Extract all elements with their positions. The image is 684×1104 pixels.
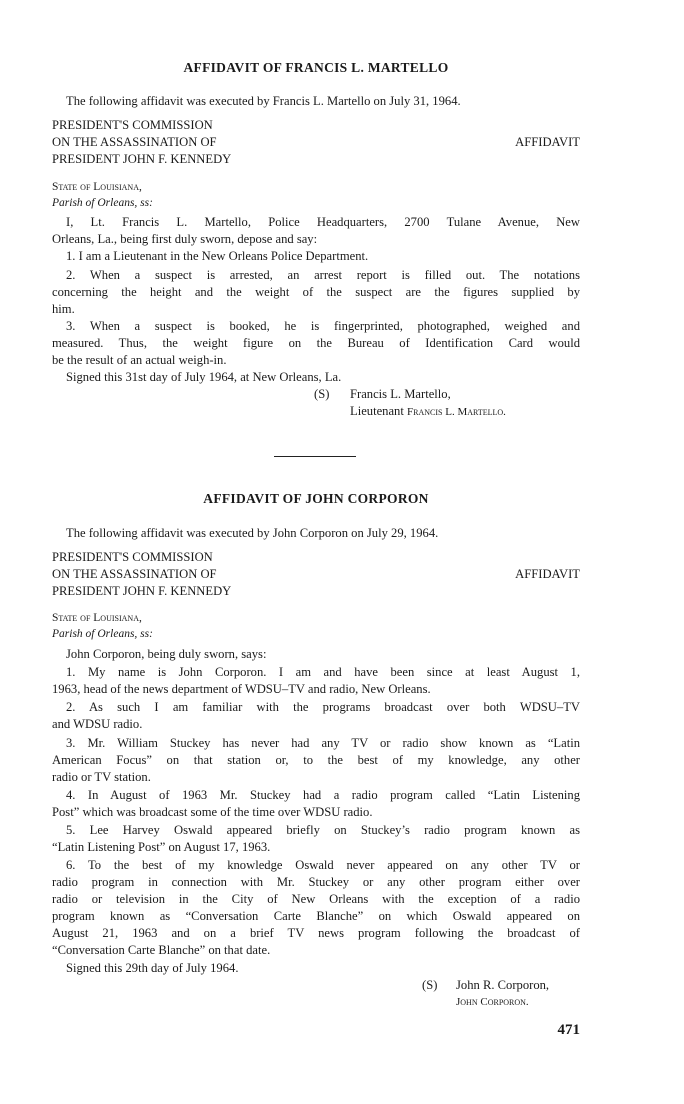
corporon-body-line: 5. Lee Harvey Oswald appeared briefly on Stuckey’s radio program known as — [66, 823, 580, 837]
corporon-sig-mark: (S) — [422, 978, 438, 992]
martello-sig-name: Francis L. Martello, — [350, 387, 451, 401]
corporon-parish: Parish of Orleans, ss: — [52, 628, 153, 640]
corporon-body-line: radio or TV station. — [52, 770, 151, 784]
corporon-sig-title: John Corporon. — [456, 996, 529, 1008]
corporon-body-line: American Focus” on that station or, to the best of my knowledge, any other — [52, 753, 580, 767]
corporon-signature — [422, 977, 580, 994]
martello-signature — [314, 386, 574, 403]
corporon-body-line: 1963, head of the news department of WDSU–TV and radio, New Orleans. — [52, 682, 431, 696]
corporon-body-line: 6. To the best of my knowledge Oswald never appeared on any other TV or — [66, 858, 580, 872]
martello-body-line: 2. When a suspect is arrested, an arrest report is filled out. The notations — [66, 268, 580, 282]
martello-body-line: be the result of an actual weigh-in. — [52, 353, 227, 367]
corporon-body-line: radio program in connection with Mr. Stuckey or any other program either over — [52, 875, 580, 889]
martello-body-line: 1. I am a Lieutenant in the New Orleans Police Department. — [66, 249, 369, 263]
corporon-caption-affidavit: AFFIDAVIT — [515, 567, 580, 581]
corporon-body-line: “Conversation Carte Blanche” on that date. — [52, 943, 271, 957]
corporon-body-line: 3. Mr. William Stuckey has never had any TV or radio show known as “Latin — [66, 736, 580, 750]
corporon-title: AFFIDAVIT OF JOHN CORPORON — [203, 491, 429, 506]
martello-parish: Parish of Orleans, ss: — [52, 197, 153, 209]
martello-caption-affidavit: AFFIDAVIT — [515, 135, 580, 149]
section-divider — [274, 456, 356, 457]
martello-body-line: Orleans, La., being first duly sworn, depose and say: — [52, 232, 318, 246]
martello-body-line: 3. When a suspect is booked, he is fingerprinted, photographed, weighed and — [66, 319, 580, 333]
corporon-body-line: 4. In August of 1963 Mr. Stuckey had a radio program called “Latin Listening — [66, 788, 580, 802]
corporon-caption-line: PRESIDENT'S COMMISSION — [52, 550, 213, 564]
corporon-state: State of Louisiana, — [52, 612, 142, 624]
page-number: 471 — [557, 1022, 580, 1038]
corporon-body-line: program known as “Conversation Carte Blanche” on which Oswald appeared on — [52, 909, 580, 923]
corporon-caption-line: ON THE ASSASSINATION OF AFFIDAVIT — [52, 567, 580, 581]
corporon-intro: The following affidavit was executed by John Corporon on July 29, 1964. — [66, 526, 439, 540]
martello-sig-title: Lieutenant Francis L. Martello. — [350, 404, 506, 418]
corporon-body-line: Signed this 29th day of July 1964. — [66, 961, 239, 975]
corporon-body-line: John Corporon, being duly sworn, says: — [66, 647, 267, 661]
corporon-body-line: radio or television in the City of New Orleans with the exception of a radio — [52, 892, 580, 906]
martello-sig-mark: (S) — [314, 387, 330, 401]
martello-caption-line: PRESIDENT'S COMMISSION — [52, 118, 213, 132]
martello-body-line: I, Lt. Francis L. Martello, Police Headquarters, 2700 Tulane Avenue, New — [66, 215, 580, 229]
corporon-body-line: August 21, 1963 and on a brief TV news program following the broadcast of — [52, 926, 580, 940]
corporon-body-line: 1. My name is John Corporon. I am and have been since at least August 1, — [66, 665, 580, 679]
martello-body-line: concerning the height and the weight of the suspect are the figures supplied by — [52, 285, 580, 299]
martello-state: State of Louisiana, — [52, 181, 142, 193]
corporon-body-line: and WDSU radio. — [52, 717, 143, 731]
martello-body-line: Signed this 31st day of July 1964, at New Orleans, La. — [66, 370, 342, 384]
martello-intro: The following affidavit was executed by Francis L. Martello on July 31, 1964. — [66, 94, 461, 108]
martello-caption-line: ON THE ASSASSINATION OF AFFIDAVIT — [52, 135, 580, 149]
martello-caption-line: PRESIDENT JOHN F. KENNEDY — [52, 152, 232, 166]
corporon-body-line: Post” which was broadcast some of the time over WDSU radio. — [52, 805, 373, 819]
martello-body-line: him. — [52, 302, 75, 316]
martello-body-line: measured. Thus, the weight figure on the Bureau of Identification Card would — [52, 336, 580, 350]
corporon-sig-name: John R. Corporon, — [456, 978, 550, 992]
martello-title: AFFIDAVIT OF FRANCIS L. MARTELLO — [183, 60, 449, 75]
corporon-body-line: “Latin Listening Post” on August 17, 1963. — [52, 840, 271, 854]
corporon-body-line: 2. As such I am familiar with the programs broadcast over both WDSU–TV — [66, 700, 580, 714]
corporon-caption-line: PRESIDENT JOHN F. KENNEDY — [52, 584, 232, 598]
